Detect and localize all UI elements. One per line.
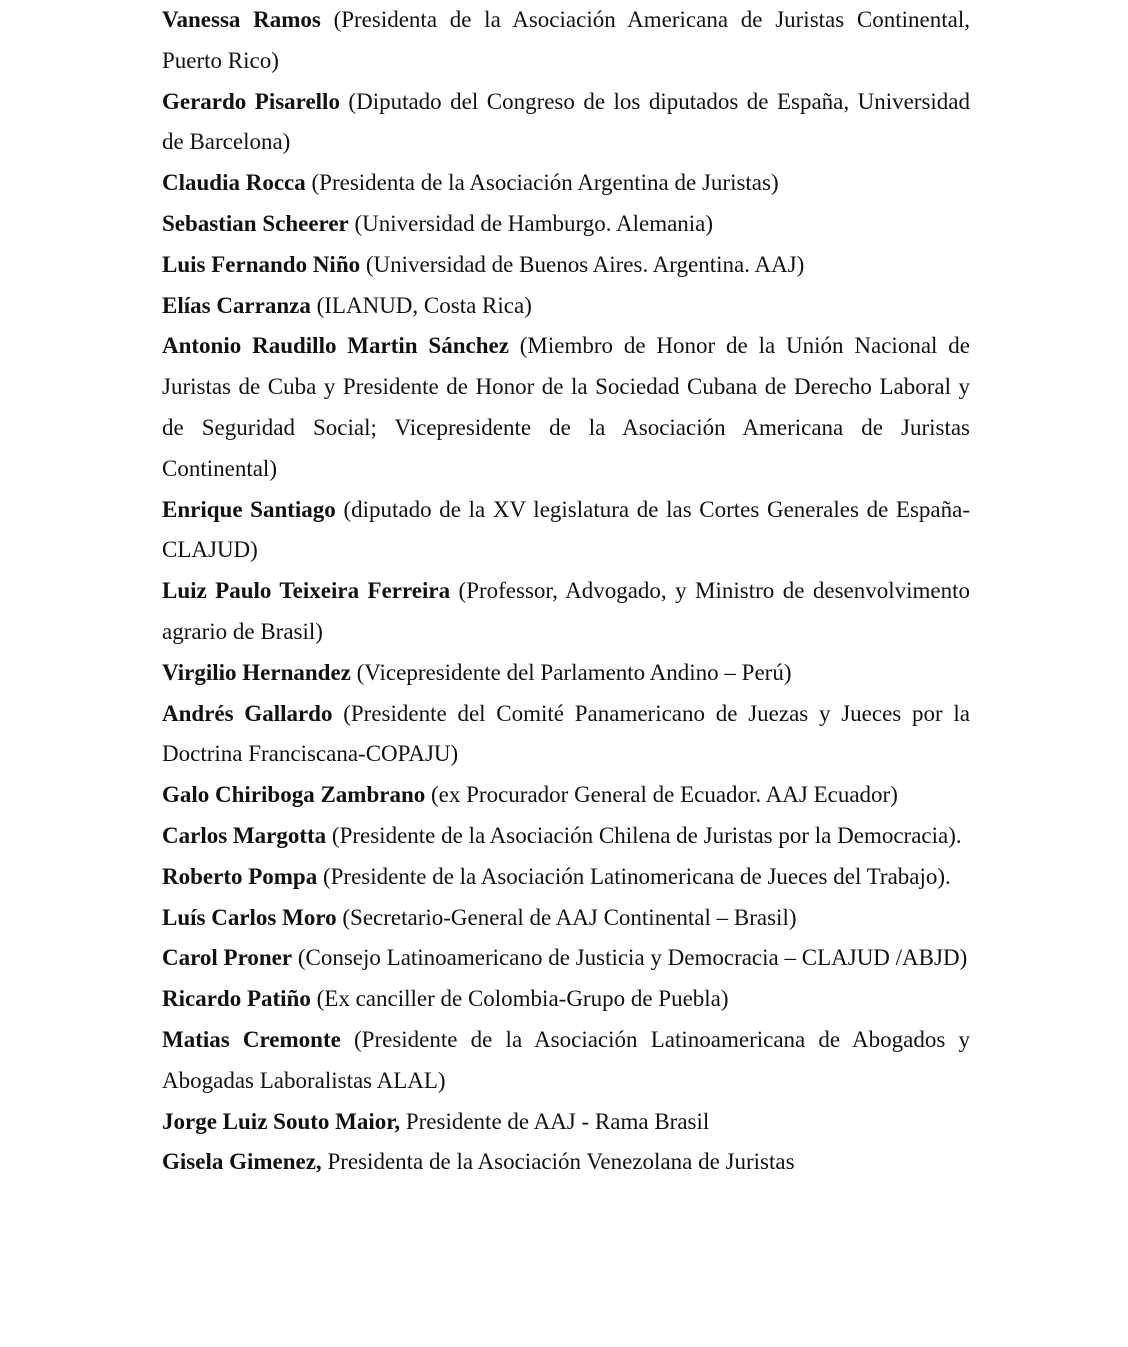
signatory-name: Virgilio Hernandez <box>162 659 351 685</box>
list-item <box>162 0 970 82</box>
signatory-name: Ricardo Patiño <box>162 986 311 1012</box>
list-item <box>162 898 970 939</box>
signatory-affiliation: (Universidad de Hamburgo. Alemania) <box>348 210 714 236</box>
signatory-affiliation: (Presidenta de la Asociación Americana de Juristas Continental, Puerto Rico) <box>162 7 970 73</box>
signatory-name: Luiz Paulo Teixeira Ferreira <box>162 578 451 604</box>
signatory-affiliation: (Secretario-General de AAJ Continental – Brasil) <box>336 904 797 930</box>
signatory-name: Gisela Gimenez, <box>162 1149 322 1175</box>
signatory-affiliation: (Miembro de Honor de la Unión Nacional de Juristas de Cuba y Presidente de Honor de la Sociedad Cubana de Derecho Laboral y de Seguridad Social; Vicepresidente de la Asociación Americana de Juristas Continental) <box>162 333 970 481</box>
signatory-affiliation: (Presidente de la Asociación Latinoamericana de Abogados y Abogadas Laboralistas ALAL) <box>162 1026 970 1093</box>
signatory-name: Andrés Gallardo <box>162 700 333 726</box>
signatories-list <box>162 0 970 1183</box>
signatory-name: Galo Chiriboga Zambrano <box>162 782 426 808</box>
signatory-affiliation: (Diputado del Congreso de los diputados de España, Universidad de Barcelona) <box>162 88 970 155</box>
signatory-name: Enrique Santiago <box>162 496 336 522</box>
list-item <box>162 245 970 286</box>
signatory-affiliation: (diputado de la XV legislatura de las Cortes Generales de España- CLAJUD) <box>162 496 971 563</box>
signatory-name: Matias Cremonte <box>162 1026 341 1052</box>
list-item <box>162 571 970 653</box>
signatory-name: Carlos Margotta <box>162 822 327 848</box>
signatory-affiliation: (Professor, Advogado, y Ministro de desenvolvimento agrario de Brasil) <box>162 578 971 644</box>
signatory-affiliation: (Presidente del Comité Panamericano de Juezas y Jueces por la Doctrina Franciscana-COPAJU) <box>162 700 971 767</box>
signatory-affiliation: (Vicepresidente del Parlamento Andino – Perú) <box>350 659 792 685</box>
signatory-name: Roberto Pompa <box>162 863 318 889</box>
signatory-affiliation: (Presidente de la Asociación Latinomericana de Jueces del Trabajo). <box>317 863 951 889</box>
list-item <box>162 1102 970 1143</box>
list-item <box>162 286 970 327</box>
list-item <box>162 163 970 204</box>
signatory-affiliation: (Presidenta de la Asociación Argentina de Juristas) <box>305 170 779 196</box>
signatory-affiliation: Presidenta de la Asociación Venezolana de Juristas <box>321 1149 795 1175</box>
signatory-affiliation: Presidente de AAJ - Rama Brasil <box>400 1108 710 1134</box>
signatory-affiliation: (ILANUD, Costa Rica) <box>310 292 532 318</box>
list-item <box>162 694 970 776</box>
signatory-name: Sebastian Scheerer <box>162 210 349 236</box>
signatory-affiliation: (Consejo Latinoamericano de Justicia y Democracia – CLAJUD /ABJD) <box>292 945 968 971</box>
signatory-name: Vanessa Ramos <box>162 7 321 32</box>
list-item <box>162 204 970 245</box>
list-item <box>162 857 970 898</box>
signatory-name: Claudia Rocca <box>162 170 306 196</box>
signatory-affiliation: (ex Procurador General de Ecuador. AAJ Ecuador) <box>425 782 898 808</box>
list-item <box>162 1142 970 1183</box>
list-item <box>162 775 970 816</box>
signatory-name: Antonio Raudillo Martin Sánchez <box>162 333 509 359</box>
list-item <box>162 816 970 857</box>
signatory-name: Elías Carranza <box>162 292 311 318</box>
list-item <box>162 653 970 694</box>
list-item <box>162 979 970 1020</box>
signatory-name: Luis Fernando Niño <box>162 251 361 277</box>
list-item <box>162 938 970 979</box>
list-item <box>162 1020 970 1102</box>
signatory-name: Gerardo Pisarello <box>162 88 340 114</box>
signatory-affiliation: (Universidad de Buenos Aires. Argentina. AAJ) <box>360 251 805 277</box>
signatory-name: Jorge Luiz Souto Maior, <box>162 1108 401 1134</box>
signatory-affiliation: (Presidente de la Asociación Chilena de Juristas por la Democracia). <box>326 822 962 848</box>
list-item <box>162 82 970 164</box>
signatory-affiliation: (Ex canciller de Colombia-Grupo de Puebla) <box>310 986 729 1012</box>
signatory-name: Luís Carlos Moro <box>162 904 337 930</box>
list-item <box>162 490 970 572</box>
list-item <box>162 326 970 489</box>
signatory-name: Carol Proner <box>162 945 293 971</box>
